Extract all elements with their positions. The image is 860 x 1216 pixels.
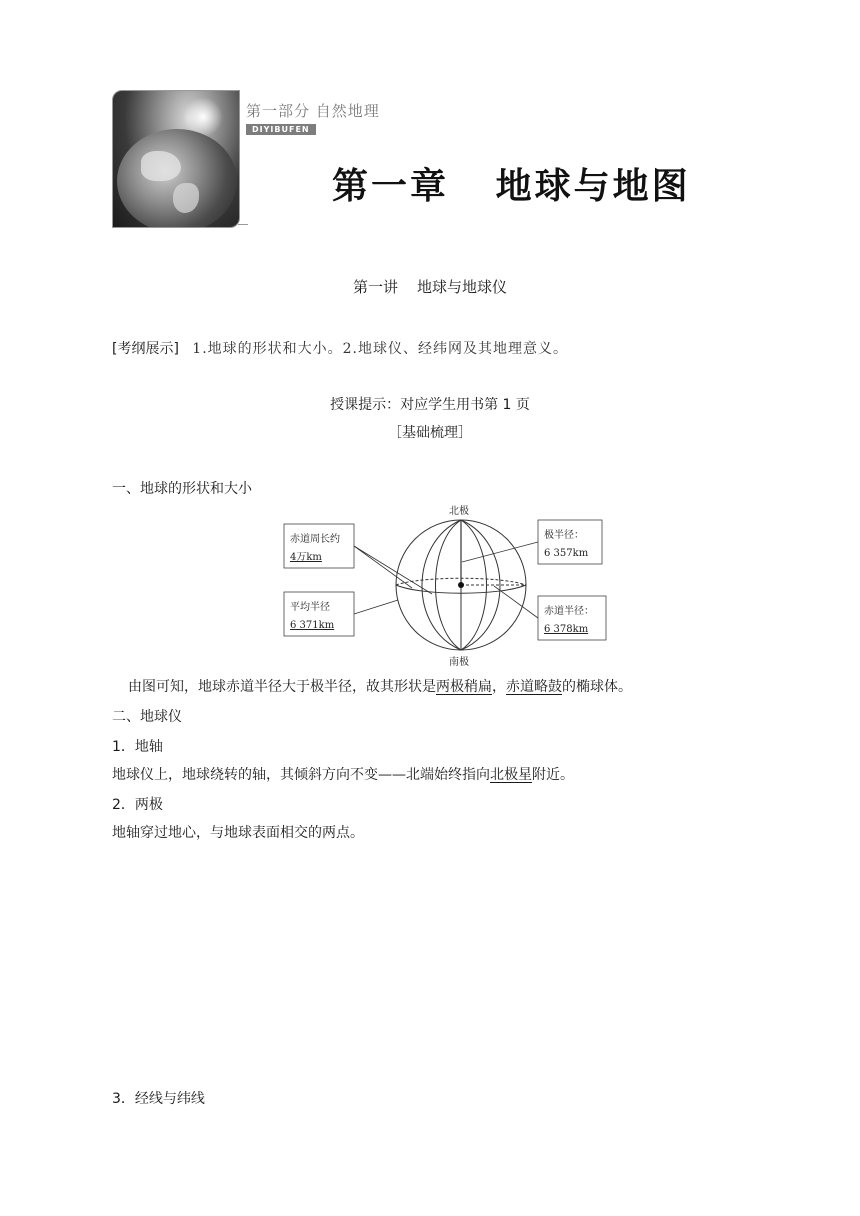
chapter-title: 第一章 地球与地图 xyxy=(332,166,691,207)
earth-shape-diagram xyxy=(282,502,612,668)
earth-banner-image xyxy=(112,90,240,228)
earth-axis-text-suffix: 附近。 xyxy=(532,767,574,783)
term-polaris: 北极星 xyxy=(490,767,532,783)
basic-section-heading: ［基础梳理］ xyxy=(388,425,472,441)
term-poles-flattened: 两极稍扁 xyxy=(436,679,492,695)
north-pole-label: 北极 xyxy=(449,506,469,517)
section2-heading: 二、地球仪 xyxy=(112,709,182,725)
earth-axis-text xyxy=(112,764,574,784)
poles-heading: 2．两极 xyxy=(112,797,163,813)
earth-axis-text-prefix: 地球仪上，地球绕转的轴，其倾斜方向不变——北端始终指向 xyxy=(112,767,490,783)
syllabus-line xyxy=(112,338,568,358)
earth-center-dot xyxy=(458,582,464,588)
conclusion-prefix: 由图可知，地球赤道半径大于极半径，故其形状是 xyxy=(128,679,436,695)
mean-radius-pointer xyxy=(354,600,398,614)
south-pole-label: 南极 xyxy=(449,657,469,668)
polar-radius-pointer xyxy=(462,542,538,562)
polar-radius-value: 6 357km xyxy=(544,548,589,559)
conclusion-suffix: 的椭球体。 xyxy=(562,679,632,695)
earth-axis-heading: 1．地轴 xyxy=(112,739,163,755)
equatorial-radius-value: 6 378km xyxy=(544,624,589,635)
equator-circumference-pointer-2 xyxy=(354,546,432,594)
shape-conclusion xyxy=(128,676,632,696)
teaching-hint: 授课提示：对应学生用书第 1 页 xyxy=(330,397,530,413)
banner-divider xyxy=(238,224,248,225)
equatorial-radius-pointer xyxy=(494,586,538,618)
syllabus-tag: [考纲展示] xyxy=(112,341,179,357)
equator-circumference-pointer xyxy=(354,546,412,588)
equator-circumference-value: 4万km xyxy=(290,552,322,563)
meridian-line xyxy=(436,520,462,650)
equatorial-radius-label: 赤道半径： xyxy=(544,606,594,617)
mean-radius-value: 6 371km xyxy=(290,620,335,631)
meridian-line xyxy=(422,520,461,650)
section1-heading: 一、地球的形状和大小 xyxy=(112,481,252,497)
part-title: 第一部分 自然地理 xyxy=(246,102,380,120)
equator-circumference-label: 赤道周长约 xyxy=(290,534,340,545)
meridian-parallel-heading: 3．经线与纬线 xyxy=(112,1091,205,1107)
part-tag: DIYIBUFEN xyxy=(246,124,316,135)
syllabus-content: 1.地球的形状和大小。2.地球仪、经纬网及其地理意义。 xyxy=(192,341,569,357)
poles-text: 地轴穿过地心，与地球表面相交的两点。 xyxy=(112,825,364,841)
lecture-title: 第一讲 地球与地球仪 xyxy=(352,278,508,296)
term-equator-bulge: 赤道略鼓 xyxy=(506,679,562,695)
conclusion-separator: ， xyxy=(492,679,506,695)
polar-radius-label: 极半径： xyxy=(544,530,584,541)
mean-radius-label: 平均半径 xyxy=(290,602,330,613)
